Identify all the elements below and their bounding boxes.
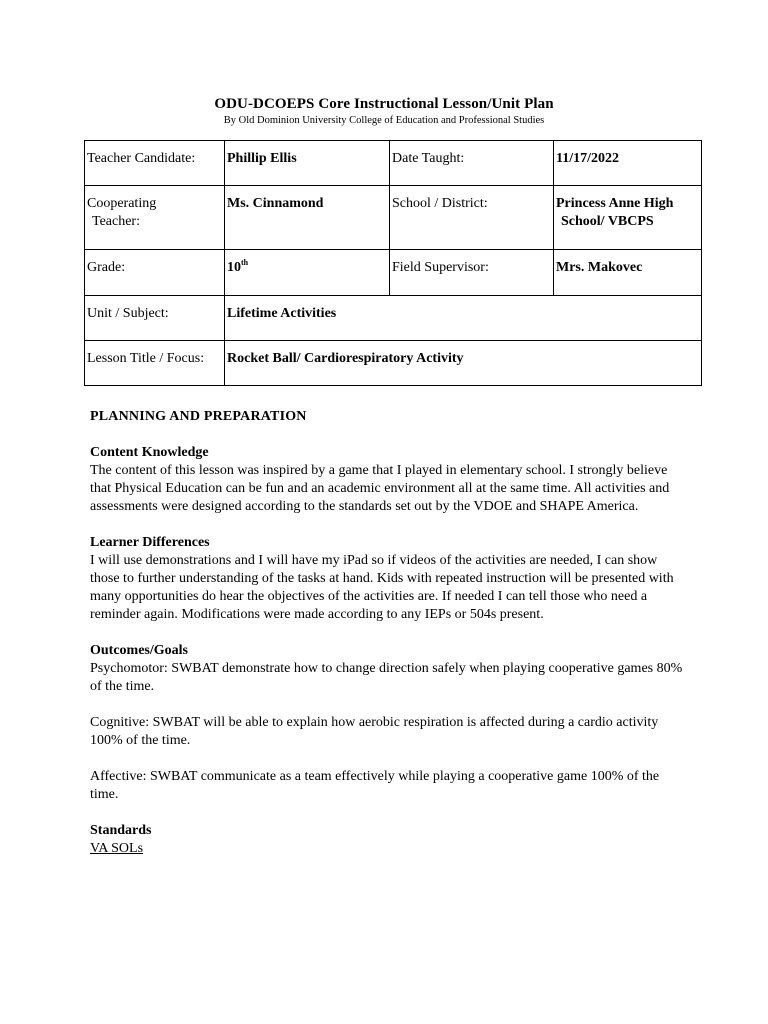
cognitive-goal: Cognitive: SWBAT will be able to explain how aerobic respiration is affected during a cardio activity 100% of the time. [90,715,659,748]
lesson-title-label: Lesson Title / Focus: [85,341,225,386]
affective-goal: Affective: SWBAT communicate as a team effectively while playing a cooperative game 100% of the time. [90,769,660,802]
psychomotor-goal: Psychomotor: SWBAT demonstrate how to change direction safely when playing cooperative games 80% of the time. [90,661,683,694]
unit-subject-value: Lifetime Activities [225,296,702,341]
school-value-line-1: Princess Anne High [556,196,674,211]
outcomes-goals-heading: Outcomes/Goals [90,643,188,658]
cooperating-teacher-label [85,186,225,250]
standards-heading: Standards [90,823,152,838]
unit-subject-label: Unit / Subject: [85,296,225,341]
cooperating-label-line-1: Cooperating [87,196,157,211]
grade-label: Grade: [85,250,225,296]
document-title: ODU-DCOEPS Core Instructional Lesson/Unit Plan [214,96,554,112]
school-district-label: School / District: [390,186,554,250]
teacher-candidate-label: Teacher Candidate: [85,141,225,186]
planning-section [90,408,690,858]
school-value-line-2: School/ VBCPS [561,214,654,229]
document-subtitle: By Old Dominion University College of Education and Professional Studies [223,115,545,126]
lesson-info-table [84,140,702,386]
table-row [85,296,702,341]
va-sols-link[interactable]: VA SOLs [90,841,144,856]
school-district-value [554,186,702,250]
learner-differences-text: I will use demonstrations and I will have my iPad so if videos of the activities are needed, I can show those to further understanding of the tasks at hand. Kids with repeated instruction will be presented with many opportunities do hear the objectives of the activities are. If needed I can tell those who need a reminder again. Modifications were made according to any IEPs or 504s present. [90,553,674,622]
field-supervisor-value: Mrs. Makovec [554,250,702,296]
content-knowledge-text: The content of this lesson was inspired by a game that I played in elementary school. I strongly believe that Physical Education can be fun and an academic environment all at the same time. All activities and assessments were designed according to the standards set out by the VDOE and SHAPE America. [90,463,670,514]
learner-differences-heading: Learner Differences [90,535,210,550]
table-row [85,141,702,186]
field-supervisor-label: Field Supervisor: [390,250,554,296]
table-row [85,186,702,250]
teacher-candidate-value: Phillip Ellis [225,141,390,186]
cooperating-teacher-value: Ms. Cinnamond [225,186,390,250]
table-row [85,341,702,386]
cooperating-label-line-2: Teacher: [92,214,140,229]
table-row [85,250,702,296]
content-knowledge-heading: Content Knowledge [90,445,209,460]
date-taught-label: Date Taught: [390,141,554,186]
lesson-title-value: Rocket Ball/ Cardiorespiratory Activity [225,341,702,386]
grade-value [225,250,390,296]
planning-heading: PLANNING AND PREPARATION [90,409,307,424]
date-taught-value: 11/17/2022 [554,141,702,186]
grade-number: 10 [227,260,241,275]
grade-ordinal-suffix: th [241,258,249,267]
